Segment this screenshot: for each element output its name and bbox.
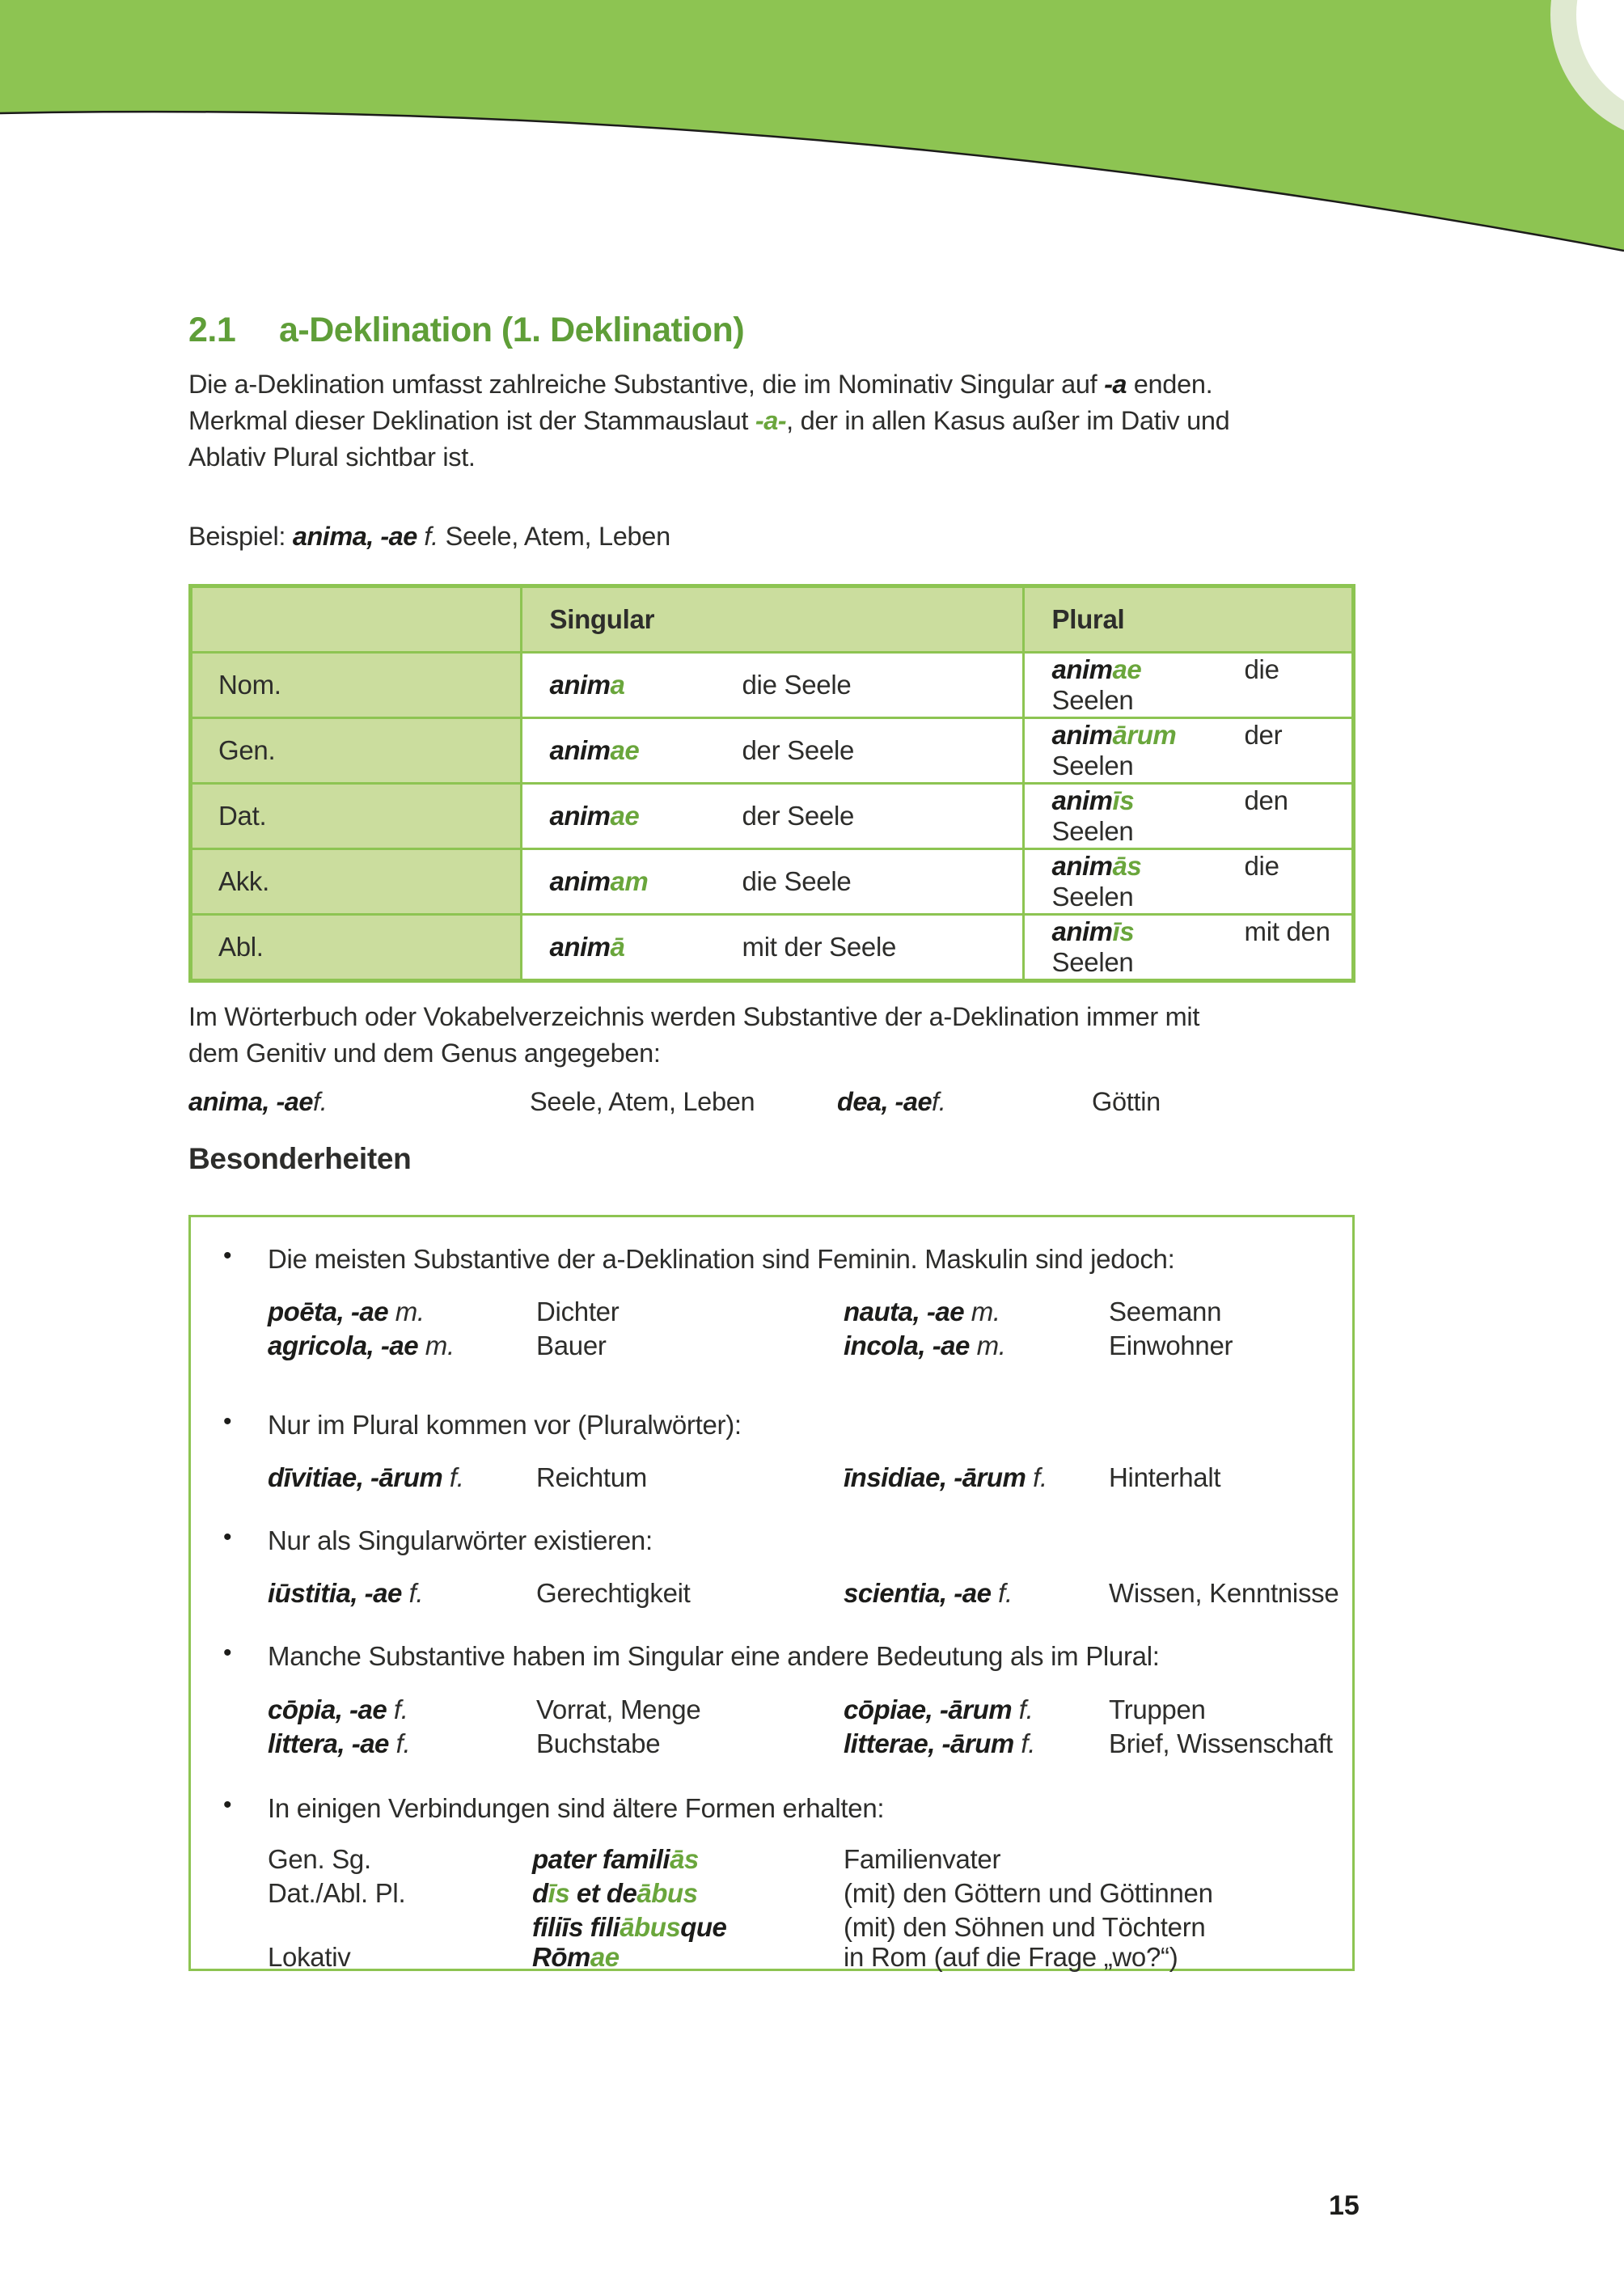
beispiel-line: Beispiel: anima, -ae f. Seele, Atem, Leben bbox=[188, 522, 670, 551]
latin-word: dīvitiae, -ārum f. bbox=[268, 1462, 464, 1492]
latin-word: scientia, -ae f. bbox=[844, 1578, 1013, 1608]
form-label: Lokativ bbox=[268, 1942, 351, 1972]
bullet-dot-icon: • bbox=[223, 1408, 232, 1435]
page-title bbox=[188, 311, 744, 350]
latin-word: anima bbox=[549, 670, 625, 700]
latin-word: animā bbox=[549, 932, 625, 962]
section-title-text: a-Deklination (1. Deklination) bbox=[279, 311, 745, 349]
latin-word: agricola, -ae m. bbox=[268, 1331, 455, 1360]
case-label: Dat. bbox=[191, 784, 522, 849]
latin-word: anima, -aef. bbox=[188, 1087, 328, 1116]
german-gloss: die Seelen bbox=[1051, 654, 1279, 715]
latin-word: dea, -aef. bbox=[837, 1087, 946, 1116]
german-gloss: Vorrat, Menge bbox=[536, 1694, 701, 1724]
latin-word: Rōmae bbox=[532, 1942, 620, 1972]
bullet-text: Nur als Singularwörter existieren: bbox=[268, 1525, 653, 1555]
table-header-row bbox=[191, 586, 1354, 653]
german-gloss: Bauer bbox=[536, 1331, 607, 1360]
latin-word: animae bbox=[1051, 654, 1142, 684]
german-gloss: Truppen bbox=[1109, 1694, 1206, 1724]
form-label: Dat./Abl. Pl. bbox=[268, 1878, 406, 1908]
latin-word: cōpiae, -ārum f. bbox=[844, 1694, 1034, 1724]
german-gloss: den Seelen bbox=[1051, 785, 1288, 846]
bullet-dot-icon: • bbox=[223, 1639, 232, 1666]
besonderheiten-heading: Besonderheiten bbox=[188, 1142, 412, 1175]
latin-word: littera, -ae f. bbox=[268, 1728, 411, 1758]
german-gloss: Familienvater bbox=[844, 1844, 1001, 1874]
german-gloss: (mit) den Göttern und Göttinnen bbox=[844, 1878, 1213, 1908]
case-label: Abl. bbox=[191, 915, 522, 981]
german-gloss: die Seele bbox=[742, 670, 852, 700]
dictionary-paragraph-line-1: Im Wörterbuch oder Vokabelverzeichnis werden Substantive der a-Deklination immer mit bbox=[188, 1002, 1200, 1031]
german-gloss: mit der Seele bbox=[742, 932, 897, 962]
dictionary-paragraph-line-2: dem Genitiv und dem Genus angegeben: bbox=[188, 1039, 661, 1068]
bullet-text: In einigen Verbindungen sind ältere Formen erhalten: bbox=[268, 1793, 885, 1823]
bullet-dot-icon: • bbox=[223, 1792, 232, 1818]
german-gloss: der Seele bbox=[742, 801, 855, 831]
latin-word: animae bbox=[549, 735, 640, 765]
header-band bbox=[0, 0, 1624, 275]
german-gloss: Seele, Atem, Leben bbox=[530, 1087, 755, 1116]
case-label: Akk. bbox=[191, 849, 522, 915]
table-row bbox=[191, 784, 1354, 849]
latin-word: animās bbox=[1051, 851, 1142, 881]
bullet-text: Die meisten Substantive der a-Deklination sind Feminin. Maskulin sind jedoch: bbox=[268, 1244, 1175, 1274]
german-gloss: Einwohner bbox=[1109, 1331, 1233, 1360]
latin-word: animam bbox=[549, 866, 649, 896]
german-gloss: Wissen, Kenntnisse bbox=[1109, 1578, 1339, 1608]
dictionary-example-row bbox=[188, 1087, 1161, 1117]
german-gloss: der Seele bbox=[742, 735, 855, 765]
section-number: 2.1 bbox=[188, 311, 236, 349]
intro-line-2: Merkmal dieser Deklination ist der Stammauslaut -a-, der in allen Kasus außer im Dativ und bbox=[188, 406, 1230, 435]
header-cell-singular: Singular bbox=[521, 586, 1023, 653]
latin-word: iūstitia, -ae f. bbox=[268, 1578, 424, 1608]
case-label: Nom. bbox=[191, 653, 522, 718]
german-gloss: Brief, Wissenschaft bbox=[1109, 1728, 1333, 1758]
table-row bbox=[191, 915, 1354, 981]
german-gloss: Seemann bbox=[1109, 1297, 1222, 1326]
header-cell-plural: Plural bbox=[1023, 586, 1354, 653]
german-gloss: (mit) den Söhnen und Töchtern bbox=[844, 1912, 1206, 1942]
german-gloss: die Seele bbox=[742, 866, 852, 896]
header-cell-empty bbox=[191, 586, 522, 653]
german-gloss: Dichter bbox=[536, 1297, 620, 1326]
dictionary-paragraph bbox=[188, 999, 1199, 1072]
latin-word: dīs et deābus bbox=[532, 1878, 698, 1908]
german-gloss: Buchstabe bbox=[536, 1728, 661, 1758]
table-row bbox=[191, 653, 1354, 718]
bullet-text: Manche Substantive haben im Singular eine andere Bedeutung als im Plural: bbox=[268, 1641, 1160, 1671]
latin-word: filiīs filiābusque bbox=[532, 1912, 727, 1942]
table-row bbox=[191, 718, 1354, 784]
german-gloss: Gerechtigkeit bbox=[536, 1578, 691, 1608]
latin-word: animīs bbox=[1051, 916, 1135, 946]
german-gloss: Reichtum bbox=[536, 1462, 647, 1492]
german-gloss: in Rom (auf die Frage „wo?“) bbox=[844, 1942, 1178, 1972]
latin-word: incola, -ae m. bbox=[844, 1331, 1006, 1360]
table-row bbox=[191, 849, 1354, 915]
declension-table bbox=[188, 584, 1355, 983]
latin-word: animae bbox=[549, 801, 640, 831]
latin-word: īnsidiae, -ārum f. bbox=[844, 1462, 1047, 1492]
intro-line-1: Die a-Deklination umfasst zahlreiche Substantive, die im Nominativ Singular auf -a enden. bbox=[188, 370, 1213, 399]
latin-word: litterae, -ārum f. bbox=[844, 1728, 1036, 1758]
form-label: Gen. Sg. bbox=[268, 1844, 371, 1874]
bullet-text: Nur im Plural kommen vor (Pluralwörter): bbox=[268, 1410, 742, 1440]
german-gloss: Hinterhalt bbox=[1109, 1462, 1221, 1492]
latin-word: animīs bbox=[1051, 785, 1135, 815]
case-label: Gen. bbox=[191, 718, 522, 784]
bullet-dot-icon: • bbox=[223, 1242, 232, 1269]
page-number: 15 bbox=[1329, 2190, 1360, 2221]
latin-word: animārum bbox=[1051, 720, 1177, 750]
latin-word: cōpia, -ae f. bbox=[268, 1694, 408, 1724]
latin-word: pater familiās bbox=[532, 1844, 699, 1874]
latin-word: poēta, -ae m. bbox=[268, 1297, 425, 1326]
intro-line-3: Ablativ Plural sichtbar ist. bbox=[188, 442, 476, 472]
german-gloss: der Seelen bbox=[1051, 720, 1283, 781]
bullet-dot-icon: • bbox=[223, 1524, 232, 1551]
intro-paragraph bbox=[188, 366, 1229, 476]
besonderheiten-box bbox=[188, 1215, 1355, 1971]
latin-word: nauta, -ae m. bbox=[844, 1297, 1000, 1326]
german-gloss: die Seelen bbox=[1051, 851, 1279, 912]
german-gloss: mit den Seelen bbox=[1051, 916, 1330, 977]
german-gloss: Göttin bbox=[1092, 1087, 1161, 1116]
header-green-shape bbox=[0, 0, 1624, 251]
